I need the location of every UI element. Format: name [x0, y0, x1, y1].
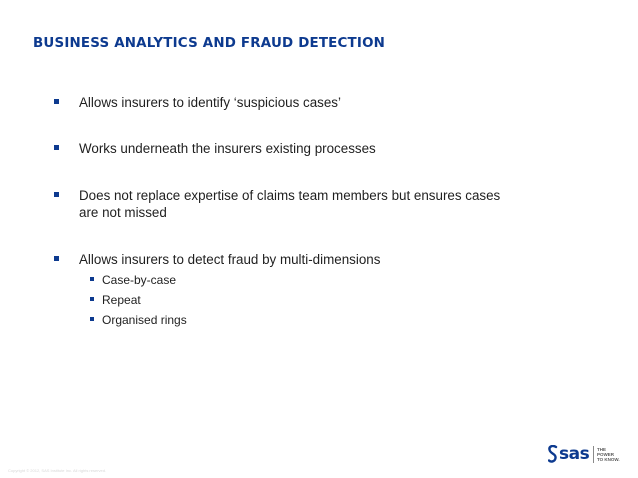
bullet-text: Allows insurers to identify ‘suspicious cases’ — [79, 95, 341, 110]
bullet-text-line: are not missed — [79, 205, 167, 220]
logo-tagline-line: TO KNOW. — [597, 457, 620, 462]
bullet-text: Allows insurers to detect fraud by multi-dimensions — [79, 252, 381, 267]
sub-bullet-marker-icon — [90, 317, 94, 321]
sub-bullet-text: Case-by-case — [102, 273, 177, 287]
sub-bullet-text: Repeat — [102, 293, 141, 307]
sub-bullet-marker-icon — [90, 277, 94, 281]
logo-wordmark: sas — [559, 444, 590, 464]
logo-tagline-line: THE — [597, 447, 606, 452]
sas-swoosh-icon — [548, 445, 558, 463]
logo-tagline-line: POWER — [597, 452, 615, 457]
bullet-marker-icon — [54, 99, 59, 104]
bullet-marker-icon — [54, 256, 59, 261]
bullet-marker-icon — [54, 145, 59, 150]
sub-bullet-text: Organised rings — [102, 313, 187, 327]
bullet-marker-icon — [54, 192, 59, 197]
logo-divider — [593, 446, 594, 463]
sas-logo — [548, 444, 628, 466]
bullet-text-line: Does not replace expertise of claims team members but ensures cases — [79, 188, 501, 203]
bullet-text: Works underneath the insurers existing processes — [79, 141, 376, 156]
slide-title: BUSINESS ANALYTICS AND FRAUD DETECTION — [33, 36, 386, 51]
logo-tagline — [597, 447, 620, 462]
bullet-list — [52, 0, 612, 478]
copyright-notice: Copyright © 2012, SAS Institute Inc. All rights reserved. — [8, 468, 107, 473]
sub-bullet-marker-icon — [90, 297, 94, 301]
bullet-text — [79, 187, 500, 221]
